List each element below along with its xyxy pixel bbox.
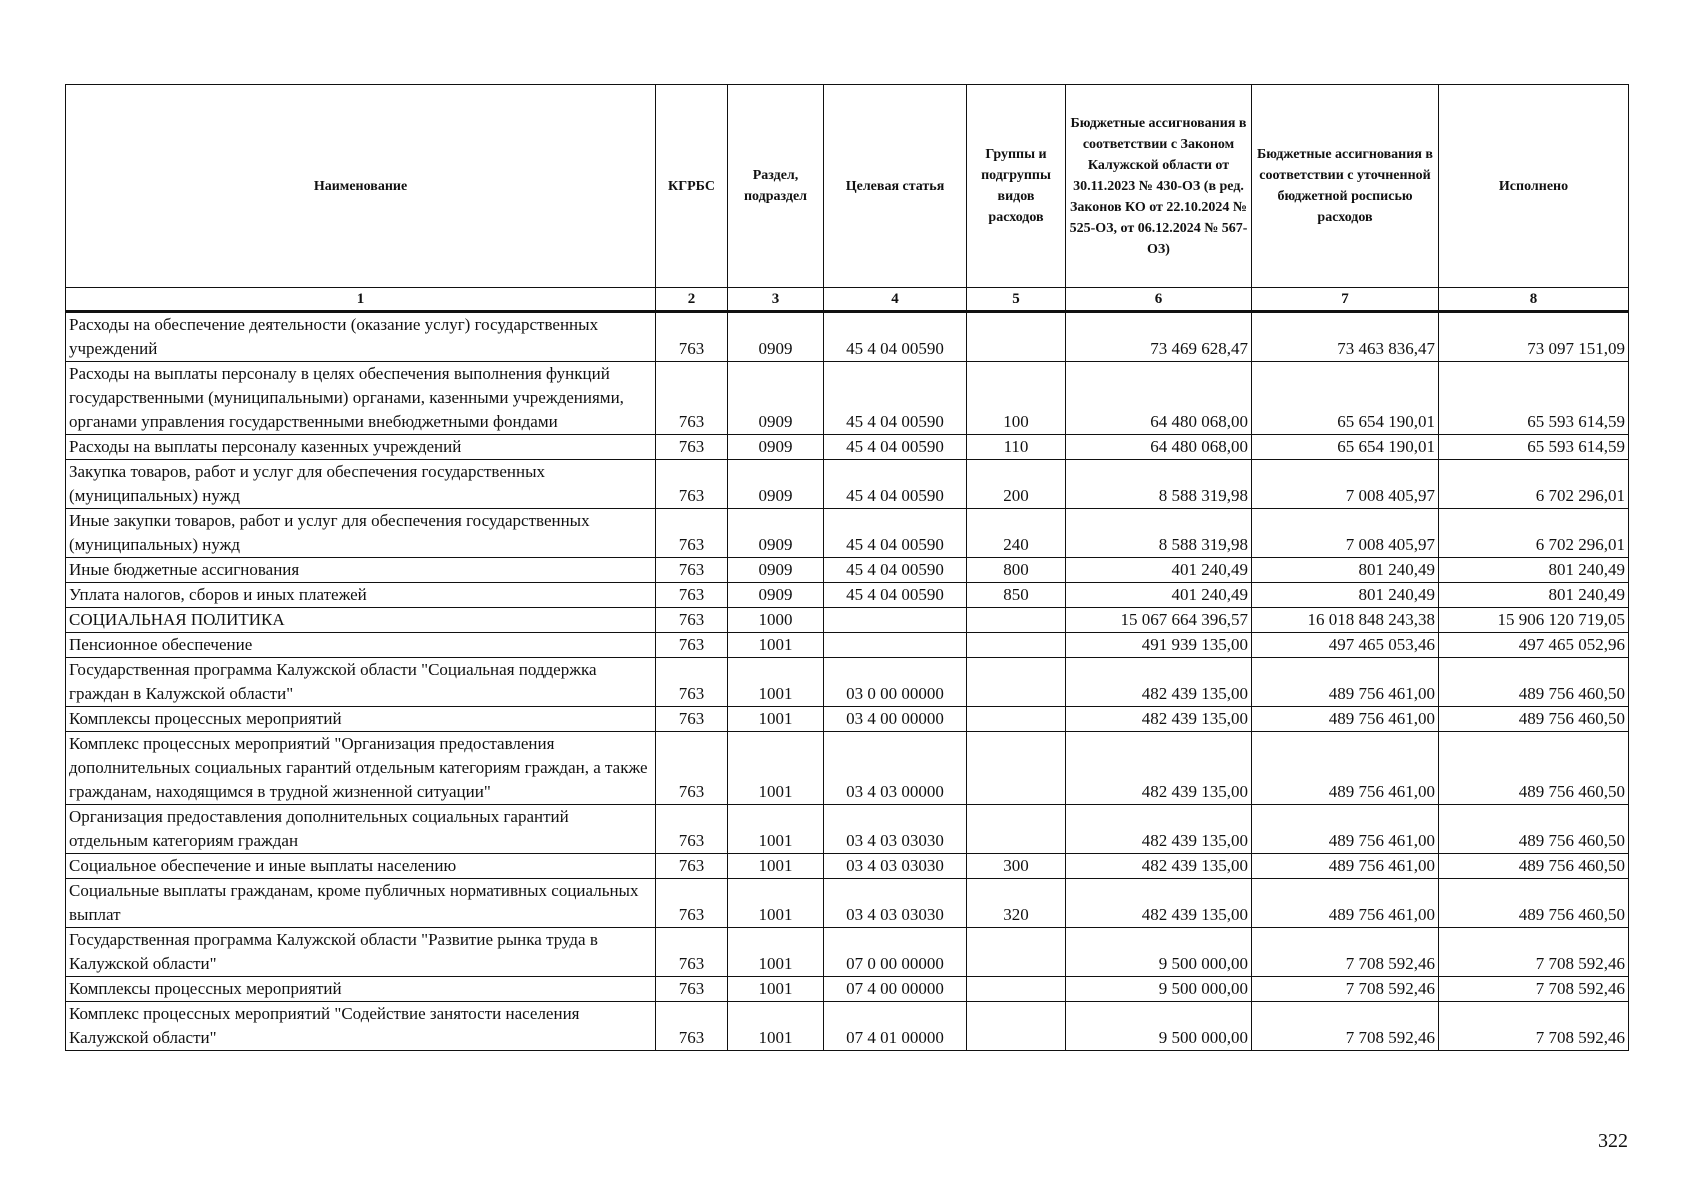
cell-target	[824, 608, 967, 633]
table-row	[66, 558, 1629, 583]
cell-executed-amount: 7 708 592,46	[1439, 977, 1629, 1002]
header-row	[66, 85, 1629, 288]
cell-kgrbs: 763	[656, 707, 728, 732]
cell-law-amount: 64 480 068,00	[1066, 362, 1252, 435]
cell-group: 100	[967, 362, 1066, 435]
cell-kgrbs: 763	[656, 435, 728, 460]
cell-kgrbs: 763	[656, 362, 728, 435]
header-groups: Группы и подгруппы видов расходов	[967, 85, 1066, 288]
table-row	[66, 805, 1629, 854]
cell-refined-amount: 7 008 405,97	[1252, 460, 1439, 509]
cell-law-amount: 482 439 135,00	[1066, 732, 1252, 805]
cell-refined-amount: 497 465 053,46	[1252, 633, 1439, 658]
table-row	[66, 312, 1629, 362]
cell-section: 1001	[728, 1002, 824, 1051]
cell-kgrbs: 763	[656, 509, 728, 558]
cell-name: Уплата налогов, сборов и иных платежей	[66, 583, 656, 608]
cell-kgrbs: 763	[656, 460, 728, 509]
cell-executed-amount: 65 593 614,59	[1439, 362, 1629, 435]
cell-group	[967, 977, 1066, 1002]
table-row	[66, 460, 1629, 509]
cell-law-amount: 482 439 135,00	[1066, 658, 1252, 707]
column-number: 5	[967, 288, 1066, 312]
cell-kgrbs: 763	[656, 633, 728, 658]
header-refined-allocations: Бюджетные ассигнования в соответствии с уточненной бюджетной росписью расходов	[1252, 85, 1439, 288]
cell-group	[967, 608, 1066, 633]
cell-section: 0909	[728, 362, 824, 435]
cell-refined-amount: 489 756 461,00	[1252, 879, 1439, 928]
cell-target: 07 4 01 00000	[824, 1002, 967, 1051]
cell-group	[967, 658, 1066, 707]
cell-kgrbs: 763	[656, 805, 728, 854]
cell-kgrbs: 763	[656, 608, 728, 633]
header-target: Целевая статья	[824, 85, 967, 288]
cell-executed-amount: 65 593 614,59	[1439, 435, 1629, 460]
table-row	[66, 707, 1629, 732]
cell-kgrbs: 763	[656, 977, 728, 1002]
cell-executed-amount: 489 756 460,50	[1439, 854, 1629, 879]
cell-target: 03 4 03 03030	[824, 879, 967, 928]
cell-name: Организация предоставления дополнительных социальных гарантий отдельным категориям граждан	[66, 805, 656, 854]
cell-executed-amount: 497 465 052,96	[1439, 633, 1629, 658]
cell-law-amount: 73 469 628,47	[1066, 312, 1252, 362]
column-number: 2	[656, 288, 728, 312]
cell-group	[967, 928, 1066, 977]
cell-executed-amount: 6 702 296,01	[1439, 509, 1629, 558]
cell-law-amount: 64 480 068,00	[1066, 435, 1252, 460]
cell-target: 03 4 00 00000	[824, 707, 967, 732]
cell-executed-amount: 7 708 592,46	[1439, 928, 1629, 977]
cell-law-amount: 482 439 135,00	[1066, 879, 1252, 928]
cell-section: 1000	[728, 608, 824, 633]
column-number: 3	[728, 288, 824, 312]
cell-section: 0909	[728, 460, 824, 509]
cell-kgrbs: 763	[656, 732, 728, 805]
page-number: 322	[1598, 1130, 1628, 1152]
cell-executed-amount: 801 240,49	[1439, 558, 1629, 583]
cell-target: 45 4 04 00590	[824, 460, 967, 509]
cell-target: 03 4 03 00000	[824, 732, 967, 805]
cell-refined-amount: 7 008 405,97	[1252, 509, 1439, 558]
cell-refined-amount: 73 463 836,47	[1252, 312, 1439, 362]
table-row	[66, 977, 1629, 1002]
cell-group	[967, 1002, 1066, 1051]
header-kgrbs: КГРБС	[656, 85, 728, 288]
table-row	[66, 658, 1629, 707]
cell-refined-amount: 65 654 190,01	[1252, 362, 1439, 435]
table-row	[66, 435, 1629, 460]
cell-refined-amount: 489 756 461,00	[1252, 732, 1439, 805]
cell-section: 1001	[728, 732, 824, 805]
cell-law-amount: 9 500 000,00	[1066, 977, 1252, 1002]
header-executed: Исполнено	[1439, 85, 1629, 288]
column-number: 6	[1066, 288, 1252, 312]
cell-name: Расходы на выплаты персоналу в целях обеспечения выполнения функций государственными (муниципальными) органами, казенными учреждениями, органами управления государственными внебюджетными фондами	[66, 362, 656, 435]
cell-kgrbs: 763	[656, 583, 728, 608]
cell-executed-amount: 15 906 120 719,05	[1439, 608, 1629, 633]
cell-name: Государственная программа Калужской области "Социальная поддержка граждан в Калужской области"	[66, 658, 656, 707]
cell-section: 1001	[728, 633, 824, 658]
header-law-allocations: Бюджетные ассигнования в соответствии с Законом Калужской области от 30.11.2023 № 430-ОЗ (в ред. Законов КО от 22.10.2024 № 525-ОЗ, от 06.12.2024 № 567-ОЗ)	[1066, 85, 1252, 288]
cell-law-amount: 482 439 135,00	[1066, 707, 1252, 732]
cell-section: 1001	[728, 879, 824, 928]
header-section: Раздел, подраздел	[728, 85, 824, 288]
cell-group: 850	[967, 583, 1066, 608]
cell-executed-amount: 6 702 296,01	[1439, 460, 1629, 509]
header-name: Наименование	[66, 85, 656, 288]
cell-group: 240	[967, 509, 1066, 558]
budget-page	[65, 84, 1628, 1051]
cell-kgrbs: 763	[656, 558, 728, 583]
cell-kgrbs: 763	[656, 928, 728, 977]
column-number: 4	[824, 288, 967, 312]
cell-executed-amount: 489 756 460,50	[1439, 805, 1629, 854]
cell-kgrbs: 763	[656, 312, 728, 362]
cell-law-amount: 9 500 000,00	[1066, 928, 1252, 977]
cell-name: Иные закупки товаров, работ и услуг для обеспечения государственных (муниципальных) нужд	[66, 509, 656, 558]
cell-section: 0909	[728, 312, 824, 362]
column-number: 1	[66, 288, 656, 312]
cell-refined-amount: 489 756 461,00	[1252, 805, 1439, 854]
cell-target: 45 4 04 00590	[824, 583, 967, 608]
cell-group	[967, 707, 1066, 732]
cell-law-amount: 491 939 135,00	[1066, 633, 1252, 658]
cell-target: 07 4 00 00000	[824, 977, 967, 1002]
cell-group	[967, 633, 1066, 658]
cell-target: 45 4 04 00590	[824, 435, 967, 460]
cell-target: 07 0 00 00000	[824, 928, 967, 977]
cell-executed-amount: 801 240,49	[1439, 583, 1629, 608]
table-row	[66, 879, 1629, 928]
cell-kgrbs: 763	[656, 658, 728, 707]
budget-table	[65, 84, 1629, 1051]
cell-kgrbs: 763	[656, 879, 728, 928]
cell-section: 1001	[728, 658, 824, 707]
cell-refined-amount: 801 240,49	[1252, 583, 1439, 608]
cell-law-amount: 8 588 319,98	[1066, 460, 1252, 509]
table-row	[66, 854, 1629, 879]
cell-refined-amount: 7 708 592,46	[1252, 928, 1439, 977]
cell-target: 03 4 03 03030	[824, 854, 967, 879]
cell-name: Комплексы процессных мероприятий	[66, 977, 656, 1002]
cell-group: 800	[967, 558, 1066, 583]
column-number: 7	[1252, 288, 1439, 312]
cell-executed-amount: 489 756 460,50	[1439, 707, 1629, 732]
cell-refined-amount: 801 240,49	[1252, 558, 1439, 583]
cell-kgrbs: 763	[656, 854, 728, 879]
cell-name: Закупка товаров, работ и услуг для обеспечения государственных (муниципальных) нужд	[66, 460, 656, 509]
cell-target: 45 4 04 00590	[824, 362, 967, 435]
table-row	[66, 732, 1629, 805]
cell-refined-amount: 65 654 190,01	[1252, 435, 1439, 460]
cell-name: Комплекс процессных мероприятий "Организация предоставления дополнительных социальных гарантий отдельным категориям граждан, а также гражданам, находящимся в трудной жизненной ситуации"	[66, 732, 656, 805]
cell-target	[824, 633, 967, 658]
cell-name: Социальное обеспечение и иные выплаты населению	[66, 854, 656, 879]
cell-section: 1001	[728, 805, 824, 854]
cell-target: 45 4 04 00590	[824, 509, 967, 558]
cell-section: 0909	[728, 558, 824, 583]
table-row	[66, 509, 1629, 558]
cell-executed-amount: 73 097 151,09	[1439, 312, 1629, 362]
cell-name: Расходы на обеспечение деятельности (оказание услуг) государственных учреждений	[66, 312, 656, 362]
cell-name: Комплексы процессных мероприятий	[66, 707, 656, 732]
cell-section: 1001	[728, 928, 824, 977]
cell-section: 1001	[728, 977, 824, 1002]
cell-target: 45 4 04 00590	[824, 558, 967, 583]
column-number: 8	[1439, 288, 1629, 312]
cell-section: 0909	[728, 435, 824, 460]
table-row	[66, 362, 1629, 435]
cell-name: Государственная программа Калужской области "Развитие рынка труда в Калужской области"	[66, 928, 656, 977]
cell-name: Расходы на выплаты персоналу казенных учреждений	[66, 435, 656, 460]
cell-name: Комплекс процессных мероприятий "Содействие занятости населения Калужской области"	[66, 1002, 656, 1051]
cell-refined-amount: 489 756 461,00	[1252, 658, 1439, 707]
cell-group	[967, 312, 1066, 362]
cell-refined-amount: 489 756 461,00	[1252, 854, 1439, 879]
cell-law-amount: 8 588 319,98	[1066, 509, 1252, 558]
cell-refined-amount: 7 708 592,46	[1252, 1002, 1439, 1051]
cell-section: 0909	[728, 583, 824, 608]
table-row	[66, 583, 1629, 608]
cell-group: 200	[967, 460, 1066, 509]
cell-section: 1001	[728, 854, 824, 879]
cell-refined-amount: 489 756 461,00	[1252, 707, 1439, 732]
cell-name: СОЦИАЛЬНАЯ ПОЛИТИКА	[66, 608, 656, 633]
cell-law-amount: 15 067 664 396,57	[1066, 608, 1252, 633]
cell-group	[967, 732, 1066, 805]
cell-target: 03 0 00 00000	[824, 658, 967, 707]
cell-section: 0909	[728, 509, 824, 558]
cell-name: Социальные выплаты гражданам, кроме публичных нормативных социальных выплат	[66, 879, 656, 928]
cell-executed-amount: 489 756 460,50	[1439, 732, 1629, 805]
cell-group: 300	[967, 854, 1066, 879]
cell-executed-amount: 7 708 592,46	[1439, 1002, 1629, 1051]
cell-executed-amount: 489 756 460,50	[1439, 879, 1629, 928]
cell-law-amount: 482 439 135,00	[1066, 805, 1252, 854]
cell-section: 1001	[728, 707, 824, 732]
cell-target: 03 4 03 03030	[824, 805, 967, 854]
table-row	[66, 633, 1629, 658]
cell-refined-amount: 7 708 592,46	[1252, 977, 1439, 1002]
cell-refined-amount: 16 018 848 243,38	[1252, 608, 1439, 633]
cell-law-amount: 401 240,49	[1066, 583, 1252, 608]
cell-law-amount: 401 240,49	[1066, 558, 1252, 583]
column-numbers-row	[66, 288, 1629, 312]
cell-executed-amount: 489 756 460,50	[1439, 658, 1629, 707]
table-row	[66, 928, 1629, 977]
cell-name: Иные бюджетные ассигнования	[66, 558, 656, 583]
table-row	[66, 1002, 1629, 1051]
cell-name: Пенсионное обеспечение	[66, 633, 656, 658]
cell-group	[967, 805, 1066, 854]
cell-law-amount: 482 439 135,00	[1066, 854, 1252, 879]
cell-kgrbs: 763	[656, 1002, 728, 1051]
cell-law-amount: 9 500 000,00	[1066, 1002, 1252, 1051]
cell-group: 110	[967, 435, 1066, 460]
table-row	[66, 608, 1629, 633]
cell-target: 45 4 04 00590	[824, 312, 967, 362]
cell-group: 320	[967, 879, 1066, 928]
